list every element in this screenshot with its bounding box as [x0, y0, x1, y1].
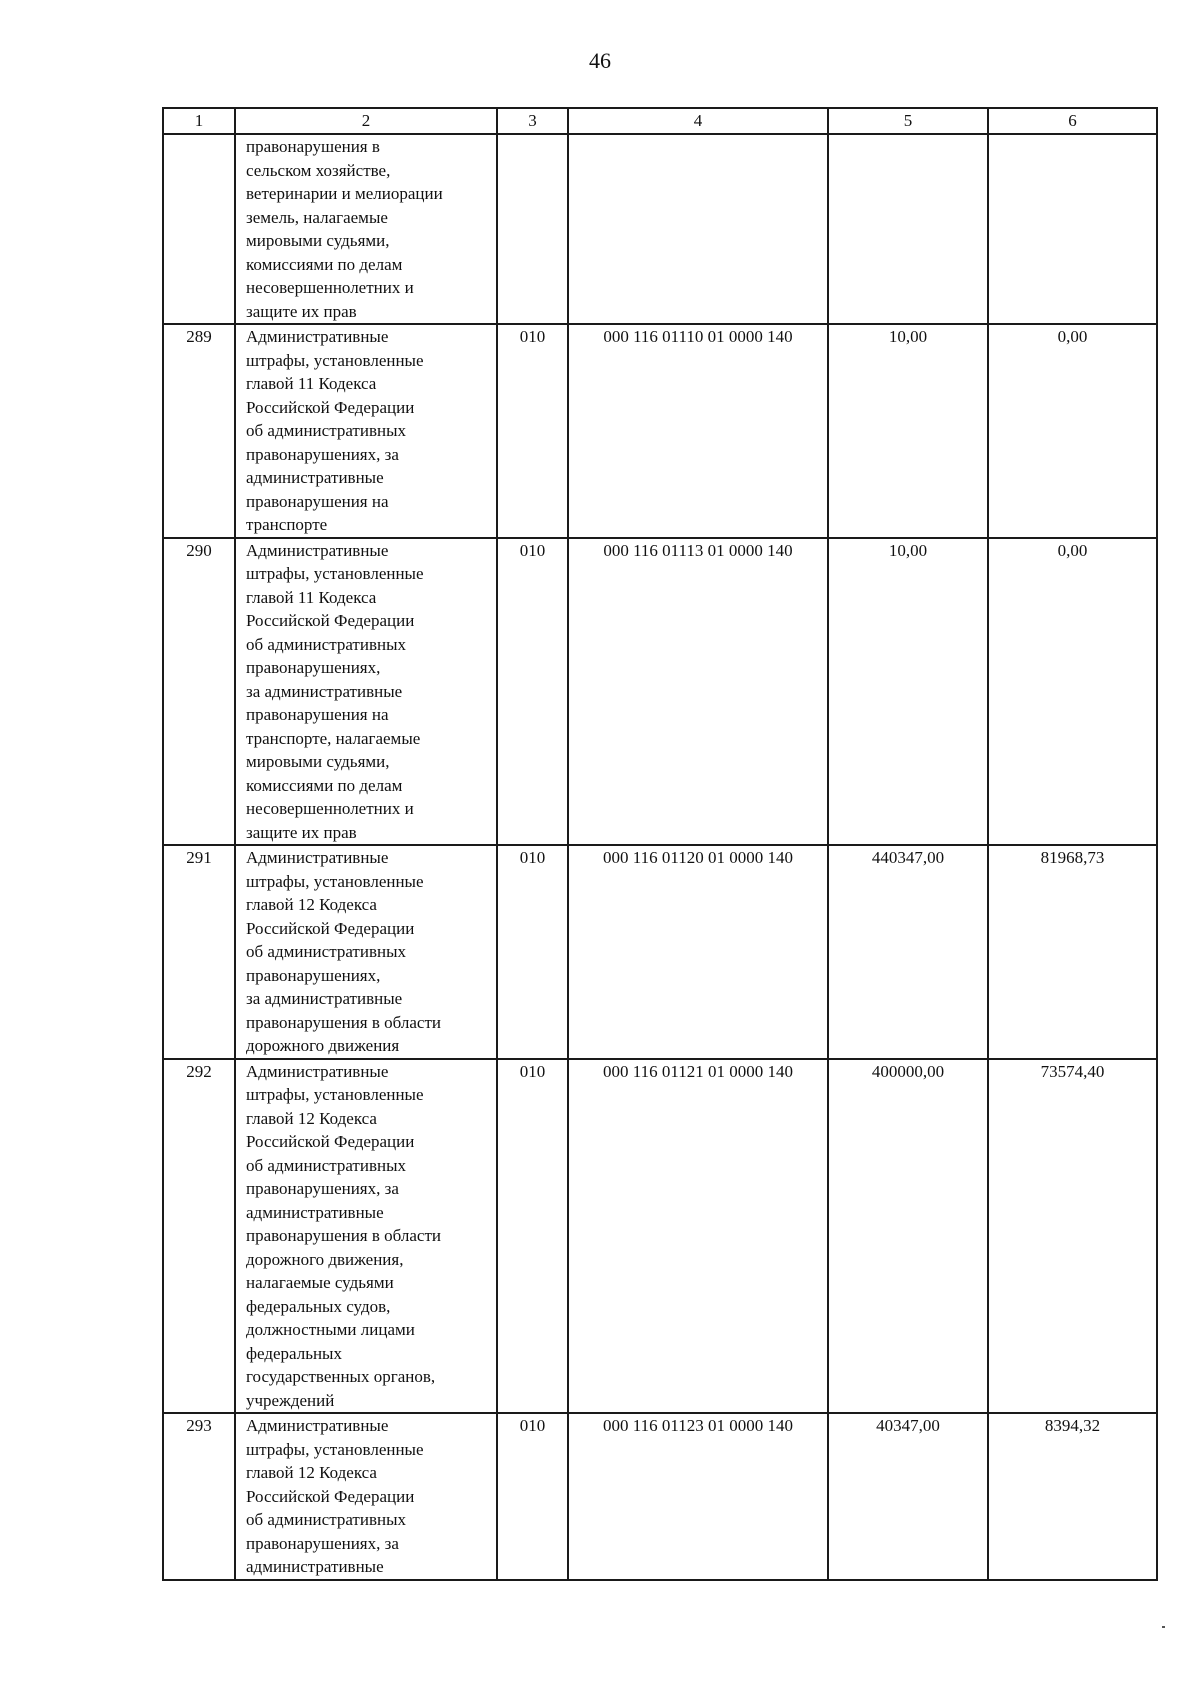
table-row	[163, 538, 1157, 846]
revenue-name-line: правонарушения на	[246, 491, 389, 511]
revenue-name-line: правонарушениях, за	[246, 1533, 399, 1553]
revenue-name-line: федеральных	[246, 1343, 342, 1363]
table-body	[163, 134, 1157, 1580]
revenue-name-line: комиссиями по делам	[246, 775, 403, 795]
revenue-name-line: штрафы, установленные	[246, 1085, 424, 1104]
revenue-name-line: об административных	[246, 942, 407, 961]
actual-amount-cell	[988, 134, 1157, 324]
planned-amount-cell: 440347,00	[828, 845, 988, 1059]
revenue-name-line: Российской Федерации	[246, 611, 415, 630]
revenue-name-line: Российской Федерации	[246, 918, 415, 938]
revenue-name-line: за административные	[246, 681, 403, 701]
row-number-cell: 290	[163, 538, 235, 846]
revenue-name-line: административные	[246, 1557, 384, 1576]
header-col-6: 6	[988, 108, 1157, 134]
revenue-name-line: земель, налагаемые	[246, 207, 388, 227]
revenue-name-line: об административных	[246, 421, 407, 440]
revenue-name-line: главой 12 Кодекса	[246, 1108, 377, 1128]
header-col-3: 3	[497, 108, 568, 134]
header-col-5: 5	[828, 108, 988, 134]
budget-classification-code-cell: 000 116 01121 01 0000 140	[568, 1059, 828, 1414]
revenue-name-line: главой 12 Кодекса	[246, 895, 377, 914]
revenue-name-line: дорожного движения,	[246, 1249, 404, 1269]
planned-amount-cell	[828, 134, 988, 324]
admin-code-cell: 010	[497, 324, 568, 538]
revenue-name-line: за административные	[246, 989, 403, 1008]
revenue-name-line: государственных органов,	[246, 1367, 436, 1386]
actual-amount-cell: 0,00	[988, 538, 1157, 846]
actual-amount-cell: 8394,32	[988, 1413, 1157, 1580]
header-col-4: 4	[568, 108, 828, 134]
revenue-name-line: Административные	[246, 1416, 389, 1435]
admin-code-cell: 010	[497, 1059, 568, 1414]
revenue-name-line: правонарушения в	[246, 137, 380, 156]
revenue-name-line: штрафы, установленные	[246, 1439, 424, 1459]
revenue-name-line: транспорте	[246, 515, 328, 534]
header-col-1: 1	[163, 108, 235, 134]
revenue-name-line: ветеринарии и мелиорации	[246, 184, 443, 203]
budget-classification-code-cell: 000 116 01123 01 0000 140	[568, 1413, 828, 1580]
revenue-name-line: Административные	[246, 540, 389, 560]
revenue-name-line: правонарушения в области	[246, 1012, 441, 1032]
row-number-cell: 292	[163, 1059, 235, 1414]
table-row	[163, 134, 1157, 324]
revenue-name-line: штрафы, установленные	[246, 350, 424, 370]
revenue-name-line: об административных	[246, 1155, 407, 1175]
planned-amount-cell: 400000,00	[828, 1059, 988, 1414]
budget-classification-code-cell: 000 116 01113 01 0000 140	[568, 538, 828, 846]
revenue-name-cell	[235, 538, 497, 846]
revenue-name-line: учреждений	[246, 1390, 335, 1410]
revenue-name-line: штрафы, установленные	[246, 564, 424, 583]
header-row	[163, 108, 1157, 134]
page-number: 46	[589, 48, 611, 73]
revenue-name-line: Российской Федерации	[246, 1486, 415, 1506]
row-number-cell	[163, 134, 235, 324]
revenue-name-line: Административные	[246, 327, 389, 346]
row-number-cell: 293	[163, 1413, 235, 1580]
revenue-name-line: мировыми судьями,	[246, 231, 390, 250]
revenue-name-cell	[235, 1413, 497, 1580]
revenue-name-line: административные	[246, 468, 384, 487]
revenue-name-line: налагаемые судьями	[246, 1273, 394, 1292]
actual-amount-cell: 73574,40	[988, 1059, 1157, 1414]
table-row	[163, 845, 1157, 1059]
revenue-name-cell	[235, 1059, 497, 1414]
row-number-cell: 291	[163, 845, 235, 1059]
revenue-name-line: Административные	[246, 848, 389, 867]
revenue-name-line: защите их прав	[246, 301, 357, 321]
admin-code-cell: 010	[497, 1413, 568, 1580]
revenue-name-line: несовершеннолетних и	[246, 278, 414, 297]
revenue-name-line: главой 11 Кодекса	[246, 587, 377, 607]
revenue-name-cell	[235, 134, 497, 324]
budget-classification-code-cell: 000 116 01120 01 0000 140	[568, 845, 828, 1059]
revenue-table	[162, 107, 1158, 1581]
admin-code-cell: 010	[497, 845, 568, 1059]
revenue-name-cell	[235, 845, 497, 1059]
revenue-name-line: защите их прав	[246, 822, 357, 842]
revenue-name-line: Российской Федерации	[246, 397, 415, 417]
revenue-name-line: административные	[246, 1202, 384, 1222]
revenue-name-line: Российской Федерации	[246, 1132, 415, 1151]
revenue-name-line: дорожного движения	[246, 1036, 400, 1055]
table-row	[163, 1413, 1157, 1580]
budget-classification-code-cell: 000 116 01110 01 0000 140	[568, 324, 828, 538]
planned-amount-cell: 10,00	[828, 538, 988, 846]
revenue-name-line: комиссиями по делам	[246, 254, 403, 274]
revenue-name-line: правонарушениях, за	[246, 444, 399, 464]
revenue-name-line: должностными лицами	[246, 1320, 415, 1339]
scan-speck	[1162, 1626, 1165, 1628]
revenue-name-line: сельском хозяйстве,	[246, 160, 391, 180]
admin-code-cell	[497, 134, 568, 324]
revenue-name-line: правонарушения на	[246, 705, 389, 724]
revenue-name-line: правонарушениях, за	[246, 1179, 399, 1198]
actual-amount-cell: 0,00	[988, 324, 1157, 538]
table-header	[163, 108, 1157, 134]
planned-amount-cell: 10,00	[828, 324, 988, 538]
revenue-name-line: штрафы, установленные	[246, 871, 424, 891]
revenue-name-line: мировыми судьями,	[246, 752, 390, 771]
revenue-name-line: Административные	[246, 1061, 389, 1081]
admin-code-cell: 010	[497, 538, 568, 846]
revenue-name-line: главой 12 Кодекса	[246, 1463, 377, 1482]
actual-amount-cell: 81968,73	[988, 845, 1157, 1059]
planned-amount-cell: 40347,00	[828, 1413, 988, 1580]
revenue-name-line: федеральных судов,	[246, 1296, 391, 1316]
revenue-name-cell	[235, 324, 497, 538]
revenue-name-line: правонарушениях,	[246, 965, 381, 985]
revenue-name-line: главой 11 Кодекса	[246, 374, 377, 393]
revenue-name-line: правонарушениях,	[246, 658, 381, 677]
revenue-name-line: правонарушения в области	[246, 1226, 441, 1245]
budget-classification-code-cell	[568, 134, 828, 324]
revenue-name-line: несовершеннолетних и	[246, 799, 414, 818]
table-row	[163, 1059, 1157, 1414]
revenue-name-line: об административных	[246, 634, 407, 654]
revenue-name-line: об административных	[246, 1510, 407, 1529]
table-row	[163, 324, 1157, 538]
revenue-name-line: транспорте, налагаемые	[246, 728, 421, 748]
header-col-2: 2	[235, 108, 497, 134]
row-number-cell: 289	[163, 324, 235, 538]
